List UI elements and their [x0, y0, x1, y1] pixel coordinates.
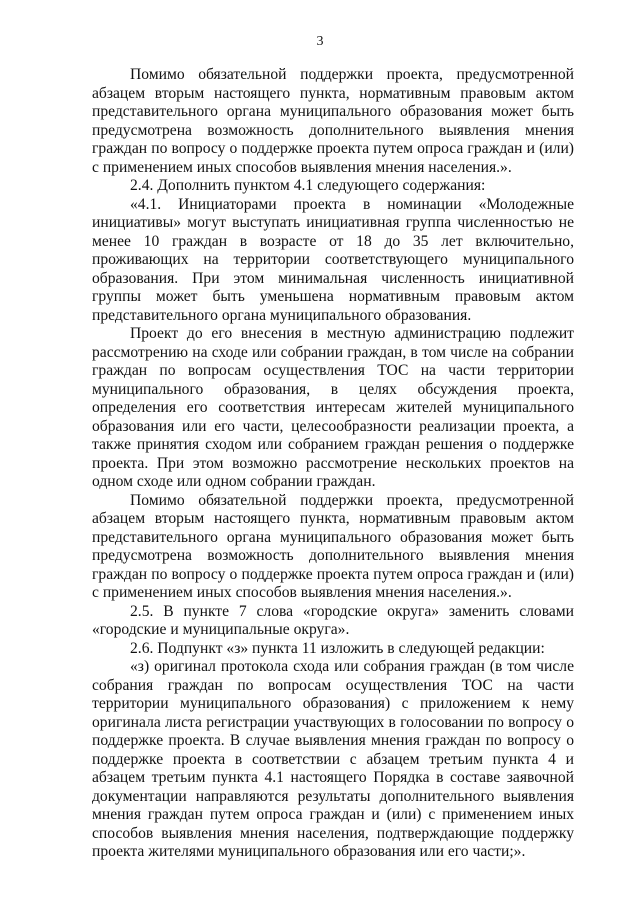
paragraph-amendment-2-6: 2.6. Подпункт «з» пункта 11 изложить в следующей редакции:: [130, 639, 545, 657]
paragraph-amendment-2-4: 2.4. Дополнить пунктом 4.1 следующего содержания:: [130, 177, 486, 194]
page-number: 3: [316, 34, 324, 49]
document-body: [92, 66, 574, 862]
paragraph-additional-opinion-1: Помимо обязательной поддержки проекта, предусмотренной абзацем вторым настоящего пункта, нормативным правовым актом представительного органа муниципального образования может быть предусмотрена возможность дополнительного выявления мнения граждан по вопросу о поддержке проекта путем опроса граждан и (или) с применением иных способов выявления мнения населения.».: [92, 66, 574, 176]
paragraph-additional-opinion-2: Помимо обязательной поддержки проекта, предусмотренной абзацем вторым настоящего пункта, нормативным правовым актом представительного органа муниципального образования может быть предусмотрена возможность дополнительного выявления мнения граждан по вопросу о поддержке проекта путем опроса граждан и (или) с применением иных способов выявления мнения населения.».: [92, 491, 574, 601]
paragraph-subclause-z: «з) оригинал протокола схода или собрания граждан (в том числе собрания граждан по вопросам осуществления ТОС на части территории муниципального образования) с приложением к нему оригинала листа регистрации участвующих в голосовании по вопросу о поддержке проекта. В случае выявления мнения граждан по вопросу о поддержке проекта в соответствии с абзацем третьим пункта 4 и абзацем третьим пункта 4.1 настоящего Порядка в составе заявочной документации направляются результаты дополнительного выявления мнения граждан путем опроса граждан и (или) с применением иных способов выявления мнения населения, подтверждающие поддержку проекта жителями муниципального образования или его части;».: [92, 658, 574, 860]
paragraph-clause-4-1: «4.1. Инициаторами проекта в номинации «Молодежные инициативы» могут выступать инициативная группа численностью не менее 10 граждан в возрасте от 18 до 35 лет включительно, проживающих на территории соответствующего муниципального образования. При этом минимальная численность инициативной группы может быть уменьшена нормативным правовым актом представительного органа муниципального образования.: [92, 195, 574, 324]
paragraph-amendment-2-5: 2.5. В пункте 7 слова «городские округа» заменить словами «городские и муниципальные округа».: [92, 602, 574, 638]
paragraph-project-review: Проект до его внесения в местную администрацию подлежит рассмотрению на сходе или собрании граждан, в том числе на собрании граждан по вопросам осуществления ТОС на части территории муниципального образования, в целях обсуждения проекта, определения его соответствия интересам жителей муниципального образования или его части, целесообразности реализации проекта, а также принятия сходом или собранием граждан решения о поддержке проекта. При этом возможно рассмотрение нескольких проектов на одном сходе или одном собрании граждан.: [92, 325, 574, 490]
